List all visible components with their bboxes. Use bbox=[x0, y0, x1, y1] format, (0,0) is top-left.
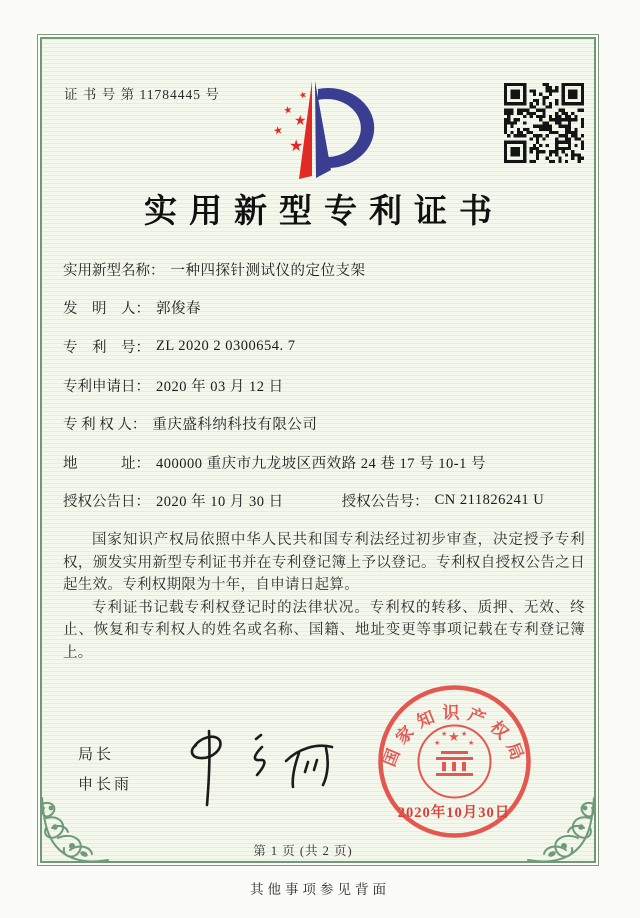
field-patent-number bbox=[63, 327, 574, 366]
legal-paragraph-2: 专利证书记载专利权登记时的法律状况。专利权的转移、质押、无效、终止、恢复和专利权人的姓名或名称、国籍、地址变更等事项记载在专利登记簿上。 bbox=[63, 599, 585, 661]
field-filing-date bbox=[63, 366, 574, 405]
qr-code bbox=[504, 83, 584, 163]
corner-ornament-icon bbox=[526, 794, 598, 866]
field-value: 一种四探针测试仪的定位支架 bbox=[170, 262, 366, 279]
svg-text:★: ★ bbox=[461, 730, 468, 738]
field-value: 郭俊春 bbox=[156, 301, 201, 318]
field-inventor bbox=[63, 289, 574, 328]
fields-block bbox=[63, 250, 574, 520]
field-value: 400000 重庆市九龙坡区西效路 24 巷 17 号 10-1 号 bbox=[156, 455, 486, 472]
svg-text:★: ★ bbox=[294, 113, 307, 129]
field-label: 地 址： bbox=[63, 455, 150, 472]
seal-date: 2020年10月30日 bbox=[397, 805, 511, 821]
field-value: 2020 年 10 月 30 日 bbox=[156, 494, 284, 511]
svg-text:国家知识产权局: 国家知识产权局 bbox=[379, 703, 530, 770]
svg-text:★: ★ bbox=[441, 730, 448, 738]
field-label: 专 利 权 人： bbox=[63, 417, 147, 434]
certificate-title: 实用新型专利证书 bbox=[144, 194, 504, 230]
field-value: 重庆盛科纳科技有限公司 bbox=[152, 417, 318, 434]
svg-text:★: ★ bbox=[448, 730, 460, 745]
svg-text:★: ★ bbox=[434, 739, 441, 747]
field-label: 实用新型名称： bbox=[63, 262, 165, 279]
svg-text:★: ★ bbox=[271, 123, 285, 138]
field-address bbox=[63, 443, 574, 482]
field-label: 专利申请日： bbox=[63, 378, 150, 395]
commissioner-signature bbox=[160, 715, 340, 810]
field-value: ZL 2020 2 0300654. 7 bbox=[156, 337, 296, 354]
legal-paragraph-1: 国家知识产权局依照中华人民共和国专利法经过初步审查，决定授予专利权，颁发实用新型专利证书并在专利登记簿上予以登记。专利权自授权公告之日起生效。专利权期限为十年，自申请日起算。 bbox=[63, 532, 585, 593]
svg-text:★: ★ bbox=[289, 136, 304, 155]
legal-text bbox=[63, 529, 585, 664]
field-label: 发 明 人： bbox=[63, 301, 150, 318]
back-side-note: 其他事项参见背面 bbox=[250, 882, 390, 897]
corner-ornament-icon bbox=[38, 794, 110, 866]
cnipa-logo-icon bbox=[256, 79, 376, 189]
svg-text:★: ★ bbox=[297, 89, 309, 102]
certificate-inner bbox=[40, 37, 596, 863]
field-grant-date-and-number bbox=[63, 482, 574, 521]
grant-number-label: 授权公告号： bbox=[341, 494, 429, 511]
field-patentee bbox=[63, 404, 574, 443]
field-utility-model-name bbox=[63, 250, 574, 289]
field-label: 授权公告日： bbox=[63, 494, 150, 511]
page-indicator: 第 1 页 (共 2 页) bbox=[253, 844, 353, 858]
svg-text:★: ★ bbox=[282, 104, 294, 117]
certificate-number: 证 书 号 第 11784445 号 bbox=[64, 87, 220, 102]
field-label: 专 利 号： bbox=[63, 339, 150, 356]
field-value: 2020 年 03 月 12 日 bbox=[156, 378, 284, 395]
official-title: 局长 bbox=[78, 747, 115, 763]
svg-text:★: ★ bbox=[468, 739, 475, 747]
grant-number-value: CN 211826241 U bbox=[434, 492, 545, 509]
official-name: 申长雨 bbox=[78, 777, 133, 793]
certificate-frame bbox=[37, 34, 599, 866]
